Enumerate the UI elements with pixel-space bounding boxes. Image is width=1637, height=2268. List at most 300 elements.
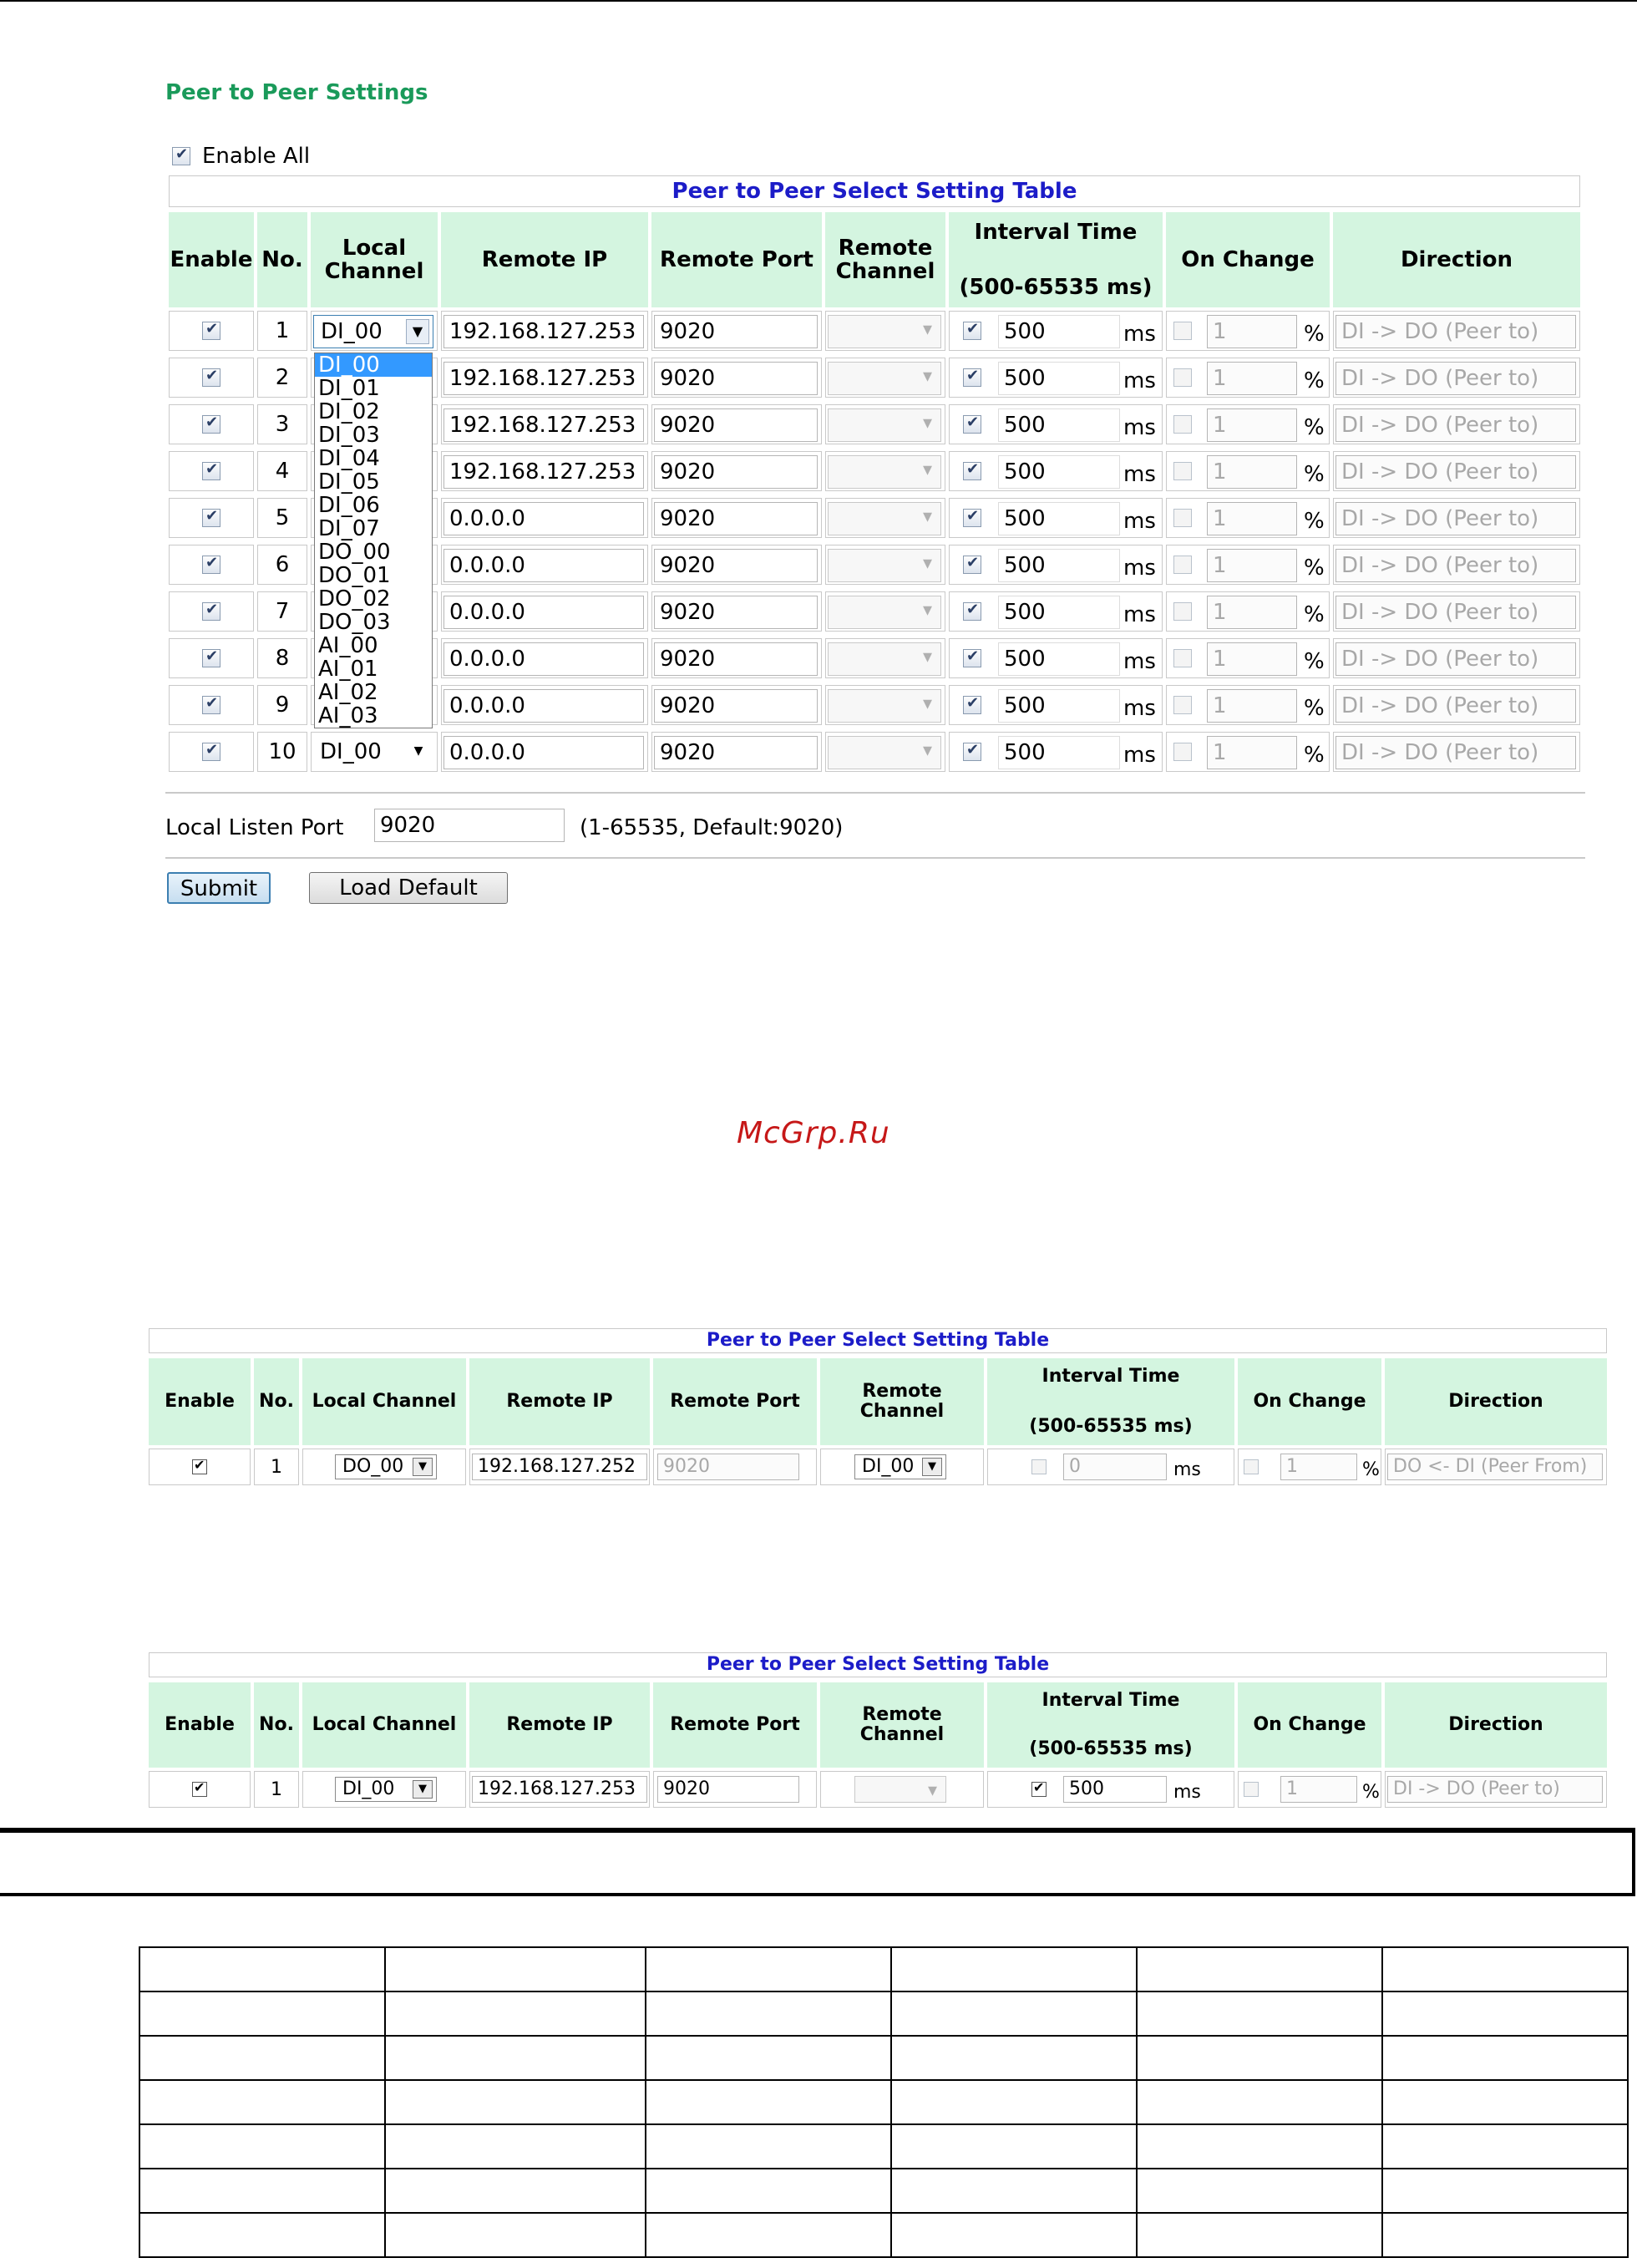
percent-unit: % xyxy=(1304,462,1325,487)
remote-ip-input[interactable]: 0.0.0.0 xyxy=(443,549,644,582)
remote-port-cell xyxy=(651,404,822,444)
ms-unit: ms xyxy=(1123,322,1156,347)
page-top-rule xyxy=(0,0,1637,2)
header-interval-time xyxy=(987,1358,1234,1445)
remote-channel-cell xyxy=(825,732,945,772)
dropdown-option[interactable]: AI_00 xyxy=(318,633,378,658)
header-interval-time xyxy=(949,212,1163,307)
remote-channel-cell xyxy=(825,358,945,398)
remote-channel-select[interactable] xyxy=(828,549,941,582)
remote-ip-input[interactable]: 192.168.127.253 xyxy=(443,408,644,442)
direction-input: DI -> DO (Peer to) xyxy=(1335,549,1576,582)
dropdown-option[interactable]: DO_00 xyxy=(318,540,391,565)
empty-table-cell xyxy=(1382,2169,1628,2213)
percent-unit: % xyxy=(1362,1782,1380,1803)
header-no: No. xyxy=(254,1682,299,1768)
empty-table-cell xyxy=(646,2213,891,2257)
remote-port-input[interactable]: 9020 xyxy=(654,596,818,629)
empty-table-cell xyxy=(1137,1947,1382,1991)
interval-cell xyxy=(987,1771,1234,1808)
remote-ip-cell xyxy=(441,451,648,491)
remote-ip-input[interactable]: 192.168.127.253 xyxy=(472,1776,647,1803)
empty-table-cell xyxy=(1382,2080,1628,2124)
row-enable-checkbox[interactable] xyxy=(192,1782,207,1797)
remote-ip-input[interactable]: 192.168.127.253 xyxy=(443,455,644,489)
table-caption: Peer to Peer Select Setting Table xyxy=(149,1652,1607,1677)
chevron-down-icon: ▼ xyxy=(413,1458,433,1476)
row-enable-checkbox[interactable] xyxy=(202,602,220,621)
on-change-input[interactable]: 1 xyxy=(1207,736,1297,769)
on-change-input[interactable]: 1 xyxy=(1280,1454,1357,1480)
empty-table-cell xyxy=(385,1991,646,2036)
remote-ip-cell xyxy=(441,404,648,444)
remote-channel-cell xyxy=(820,1449,984,1485)
dropdown-option[interactable]: AI_03 xyxy=(318,703,378,728)
header-direction: Direction xyxy=(1385,1682,1607,1768)
remote-port-input[interactable]: 9020 xyxy=(654,642,818,676)
empty-table-cell xyxy=(1137,2036,1382,2080)
direction-input: DI -> DO (Peer to) xyxy=(1335,362,1576,395)
on-change-cell xyxy=(1166,638,1330,678)
enable-cell xyxy=(169,591,254,632)
direction-input: DO <- DI (Peer From) xyxy=(1387,1454,1603,1480)
on-change-input[interactable]: 1 xyxy=(1280,1776,1357,1803)
on-change-input[interactable]: 1 xyxy=(1207,455,1297,489)
remote-ip-input[interactable]: 192.168.127.253 xyxy=(443,315,644,348)
remote-channel-select[interactable] xyxy=(828,736,941,769)
direction-cell xyxy=(1333,358,1580,398)
remote-channel-cell xyxy=(820,1771,984,1808)
remote-ip-input[interactable]: 0.0.0.0 xyxy=(443,689,644,723)
load-default-button[interactable]: Load Default xyxy=(309,872,508,904)
direction-cell xyxy=(1333,311,1580,351)
remote-ip-cell xyxy=(441,685,648,725)
chevron-down-icon: ▼ xyxy=(413,744,423,758)
interval-checkbox[interactable] xyxy=(963,696,981,714)
local-channel-select[interactable] xyxy=(335,1777,437,1802)
on-change-cell xyxy=(1166,591,1330,632)
ms-unit: ms xyxy=(1123,743,1156,768)
row-number: 4 xyxy=(257,451,307,491)
enable-all-option[interactable] xyxy=(172,144,310,169)
row-number: 8 xyxy=(257,638,307,678)
dropdown-option[interactable]: DI_01 xyxy=(318,376,380,401)
enable-cell xyxy=(169,404,254,444)
interval-range-label: (500-65535 ms) xyxy=(959,275,1153,300)
empty-table-cell xyxy=(1137,1991,1382,2036)
interval-cell xyxy=(949,311,1163,351)
interval-input[interactable]: 500 xyxy=(998,502,1120,535)
header-remote-port: Remote Port xyxy=(651,212,822,307)
interval-checkbox[interactable] xyxy=(963,368,981,387)
direction-cell xyxy=(1333,451,1580,491)
row-enable-checkbox[interactable] xyxy=(202,415,220,434)
remote-channel-select[interactable] xyxy=(854,1454,946,1479)
remote-channel-select[interactable] xyxy=(828,502,941,535)
on-change-checkbox[interactable] xyxy=(1173,368,1192,387)
direction-cell xyxy=(1333,732,1580,772)
on-change-checkbox[interactable] xyxy=(1244,1459,1259,1474)
empty-table-row xyxy=(139,2036,1628,2080)
header-remote-port: Remote Port xyxy=(653,1682,817,1768)
percent-unit: % xyxy=(1362,1459,1380,1480)
remote-port-input[interactable]: 9020 xyxy=(654,549,818,582)
remote-port-cell xyxy=(651,685,822,725)
empty-table-cell xyxy=(1382,2124,1628,2169)
interval-input[interactable]: 500 xyxy=(998,549,1120,582)
on-change-input[interactable]: 1 xyxy=(1207,689,1297,723)
interval-input[interactable]: 500 xyxy=(998,315,1120,348)
row-enable-checkbox[interactable] xyxy=(202,696,220,714)
direction-input: DI -> DO (Peer to) xyxy=(1335,736,1576,769)
percent-unit: % xyxy=(1304,509,1325,534)
direction-input: DI -> DO (Peer to) xyxy=(1335,502,1576,535)
dropdown-option[interactable]: DO_02 xyxy=(318,586,391,611)
remote-port-input[interactable]: 9020 xyxy=(654,455,818,489)
direction-input: DI -> DO (Peer to) xyxy=(1335,408,1576,442)
ms-unit: ms xyxy=(1123,462,1156,487)
direction-cell xyxy=(1333,404,1580,444)
empty-table-cell xyxy=(646,2124,891,2169)
row-enable-checkbox[interactable] xyxy=(202,556,220,574)
interval-checkbox[interactable] xyxy=(1031,1782,1047,1797)
header-remote-ip: Remote IP xyxy=(469,1682,650,1768)
empty-table-cell xyxy=(646,2080,891,2124)
bordered-banner xyxy=(0,1829,1635,1896)
percent-unit: % xyxy=(1304,556,1325,581)
enable-all-label: Enable All xyxy=(202,144,311,169)
direction-cell xyxy=(1333,685,1580,725)
remote-ip-cell xyxy=(441,638,648,678)
remote-channel-select[interactable] xyxy=(828,362,941,395)
interval-input[interactable]: 500 xyxy=(998,596,1120,629)
interval-checkbox[interactable] xyxy=(963,462,981,480)
remote-ip-input[interactable]: 192.168.127.252 xyxy=(472,1454,647,1480)
empty-table-row xyxy=(139,1991,1628,2036)
interval-input[interactable]: 500 xyxy=(998,455,1120,489)
empty-table-cell xyxy=(139,1947,385,1991)
empty-table-cell xyxy=(385,2213,646,2257)
header-no: No. xyxy=(254,1358,299,1445)
on-change-input[interactable]: 1 xyxy=(1207,315,1297,348)
empty-table-row xyxy=(139,2169,1628,2213)
header-direction: Direction xyxy=(1385,1358,1607,1445)
local-channel-select[interactable] xyxy=(335,1454,437,1479)
local-channel-dropdown-list[interactable] xyxy=(314,353,433,728)
remote-ip-input[interactable]: 0.0.0.0 xyxy=(443,502,644,535)
empty-table-cell xyxy=(385,2080,646,2124)
listen-port-label: Local Listen Port xyxy=(165,815,344,840)
header-remote-ip: Remote IP xyxy=(469,1358,650,1445)
ms-unit: ms xyxy=(1123,368,1156,393)
table-caption: Peer to Peer Select Setting Table xyxy=(149,1328,1607,1353)
remote-ip-input[interactable]: 192.168.127.253 xyxy=(443,362,644,395)
remote-ip-input[interactable]: 0.0.0.0 xyxy=(443,736,644,769)
remote-ip-cell xyxy=(441,591,648,632)
remote-port-input[interactable]: 9020 xyxy=(654,689,818,723)
remote-ip-cell xyxy=(469,1771,650,1808)
percent-unit: % xyxy=(1304,602,1325,627)
on-change-input[interactable]: 1 xyxy=(1207,502,1297,535)
remote-channel-value: DI_00 xyxy=(862,1456,915,1477)
remote-port-cell xyxy=(651,638,822,678)
dropdown-option[interactable]: DI_00 xyxy=(315,353,432,377)
percent-unit: % xyxy=(1304,415,1325,440)
empty-table-cell xyxy=(891,2169,1137,2213)
local-channel-select[interactable] xyxy=(313,315,433,348)
remote-channel-cell xyxy=(825,638,945,678)
header-interval-time xyxy=(987,1682,1234,1768)
p2p-table-peer-from xyxy=(149,1328,1607,1489)
local-channel-cell xyxy=(302,1771,466,1808)
percent-unit: % xyxy=(1304,322,1325,347)
empty-table-cell xyxy=(1137,2169,1382,2213)
on-change-checkbox[interactable] xyxy=(1173,602,1192,621)
empty-table-cell xyxy=(891,1947,1137,1991)
remote-ip-input[interactable]: 0.0.0.0 xyxy=(443,596,644,629)
dropdown-option[interactable]: AI_01 xyxy=(318,657,378,682)
direction-input: DI -> DO (Peer to) xyxy=(1335,455,1576,489)
empty-table-cell xyxy=(139,2080,385,2124)
interval-checkbox[interactable] xyxy=(963,602,981,621)
remote-channel-cell xyxy=(825,498,945,538)
table-row xyxy=(169,311,1580,354)
header-remote-channel: Remote Channel xyxy=(820,1358,984,1445)
on-change-input[interactable]: 1 xyxy=(1207,596,1297,629)
dropdown-option[interactable]: DI_05 xyxy=(318,469,380,495)
chevron-down-icon: ▼ xyxy=(413,1780,433,1799)
interval-input[interactable]: 500 xyxy=(998,736,1120,769)
remote-port-input[interactable]: 9020 xyxy=(657,1776,799,1803)
on-change-checkbox[interactable] xyxy=(1244,1782,1259,1797)
remote-port-input[interactable]: 9020 xyxy=(657,1454,799,1480)
on-change-checkbox[interactable] xyxy=(1173,462,1192,480)
ms-unit: ms xyxy=(1123,556,1156,581)
row-number: 10 xyxy=(257,732,307,772)
interval-checkbox[interactable] xyxy=(963,322,981,340)
on-change-input[interactable]: 1 xyxy=(1207,642,1297,676)
interval-time-label: Interval Time xyxy=(1041,1366,1180,1387)
remote-port-input[interactable]: 9020 xyxy=(654,736,818,769)
empty-table-cell xyxy=(1137,2080,1382,2124)
on-change-checkbox[interactable] xyxy=(1173,322,1192,340)
remote-port-cell xyxy=(653,1771,817,1808)
empty-table-cell xyxy=(1137,2213,1382,2257)
remote-channel-select[interactable] xyxy=(828,408,941,442)
chevron-down-icon: ▼ xyxy=(406,319,429,344)
interval-checkbox[interactable] xyxy=(963,743,981,761)
empty-table-cell xyxy=(1382,2036,1628,2080)
remote-port-input[interactable]: 9020 xyxy=(654,408,818,442)
empty-table-cell xyxy=(139,2213,385,2257)
remote-channel-select[interactable] xyxy=(828,642,941,676)
table-caption: Peer to Peer Select Setting Table xyxy=(169,175,1580,207)
p2p-table-peer-to xyxy=(149,1652,1607,1813)
row-enable-checkbox[interactable] xyxy=(202,462,220,480)
dropdown-option[interactable]: DO_03 xyxy=(318,610,391,635)
on-change-checkbox[interactable] xyxy=(1173,556,1192,574)
dropdown-option[interactable]: DI_07 xyxy=(318,516,380,541)
on-change-cell xyxy=(1166,685,1330,725)
remote-ip-input[interactable]: 0.0.0.0 xyxy=(443,642,644,676)
remote-ip-cell xyxy=(441,498,648,538)
interval-input[interactable]: 500 xyxy=(1063,1776,1167,1803)
chevron-down-icon: ▼ xyxy=(922,1458,942,1476)
row-enable-checkbox[interactable] xyxy=(202,509,220,527)
interval-checkbox[interactable] xyxy=(963,509,981,527)
on-change-checkbox[interactable] xyxy=(1173,743,1192,761)
on-change-input[interactable]: 1 xyxy=(1207,408,1297,442)
remote-channel-cell xyxy=(825,311,945,351)
row-number: 2 xyxy=(257,358,307,398)
header-local-channel: Local Channel xyxy=(311,212,438,307)
row-enable-checkbox[interactable] xyxy=(192,1459,207,1474)
enable-cell xyxy=(169,545,254,585)
interval-cell xyxy=(987,1449,1234,1485)
header-enable: Enable xyxy=(169,212,254,307)
dropdown-option[interactable]: AI_02 xyxy=(318,680,378,705)
header-remote-channel: Remote Channel xyxy=(820,1682,984,1768)
dropdown-option[interactable]: DI_02 xyxy=(318,399,380,424)
percent-unit: % xyxy=(1304,743,1325,768)
direction-input: DI -> DO (Peer to) xyxy=(1335,642,1576,676)
row-enable-checkbox[interactable] xyxy=(202,368,220,387)
interval-cell xyxy=(949,451,1163,491)
direction-cell xyxy=(1333,498,1580,538)
remote-port-cell xyxy=(653,1449,817,1485)
on-change-cell xyxy=(1238,1771,1381,1808)
local-channel-value: DI_00 xyxy=(342,1778,395,1799)
dropdown-option[interactable]: DI_03 xyxy=(318,423,380,448)
remote-channel-select[interactable] xyxy=(828,596,941,629)
remote-port-input[interactable]: 9020 xyxy=(654,315,818,348)
enable-cell xyxy=(169,498,254,538)
header-enable: Enable xyxy=(149,1682,251,1768)
header-on-change: On Change xyxy=(1238,1682,1381,1768)
direction-cell xyxy=(1333,591,1580,632)
empty-table-cell xyxy=(385,2169,646,2213)
local-channel-value: DI_00 xyxy=(320,739,382,764)
enable-cell xyxy=(169,685,254,725)
table-row xyxy=(169,732,1580,775)
interval-input[interactable]: 500 xyxy=(998,408,1120,442)
listen-port-input[interactable]: 9020 xyxy=(374,809,565,842)
empty-table-cell xyxy=(139,2169,385,2213)
ms-unit: ms xyxy=(1123,509,1156,534)
row-enable-checkbox[interactable] xyxy=(202,743,220,761)
row-enable-checkbox[interactable] xyxy=(202,322,220,340)
direction-input: DI -> DO (Peer to) xyxy=(1335,689,1576,723)
header-enable: Enable xyxy=(149,1358,251,1445)
on-change-cell xyxy=(1166,498,1330,538)
remote-channel-select[interactable] xyxy=(828,689,941,723)
empty-table xyxy=(139,1946,1629,2258)
remote-channel-select[interactable] xyxy=(828,315,941,348)
watermark: McGrp.Ru xyxy=(737,1116,890,1150)
local-channel-cell xyxy=(302,1449,466,1485)
interval-cell xyxy=(949,358,1163,398)
dropdown-option[interactable]: DI_04 xyxy=(318,446,380,471)
remote-channel-select[interactable] xyxy=(854,1776,946,1803)
ms-unit: ms xyxy=(1123,696,1156,721)
on-change-cell xyxy=(1166,311,1330,351)
direction-cell xyxy=(1333,545,1580,585)
remote-channel-cell xyxy=(825,404,945,444)
local-channel-select[interactable] xyxy=(313,736,433,769)
enable-all-checkbox[interactable] xyxy=(172,147,190,165)
percent-unit: % xyxy=(1304,696,1325,721)
empty-table-cell xyxy=(646,2036,891,2080)
remote-ip-cell xyxy=(441,545,648,585)
interval-checkbox[interactable] xyxy=(963,649,981,667)
interval-time-label: Interval Time xyxy=(974,220,1138,245)
remote-port-cell xyxy=(651,311,822,351)
dropdown-option[interactable]: DO_01 xyxy=(318,563,391,588)
ms-unit: ms xyxy=(1123,649,1156,674)
remote-port-cell xyxy=(651,732,822,772)
interval-cell xyxy=(949,404,1163,444)
enable-cell xyxy=(169,451,254,491)
on-change-input[interactable]: 1 xyxy=(1207,362,1297,395)
empty-table-cell xyxy=(646,2169,891,2213)
remote-channel-select[interactable] xyxy=(828,455,941,489)
enable-cell xyxy=(169,638,254,678)
empty-table-cell xyxy=(1382,1991,1628,2036)
on-change-cell xyxy=(1238,1449,1381,1485)
row-enable-checkbox[interactable] xyxy=(202,649,220,667)
on-change-checkbox[interactable] xyxy=(1173,696,1192,714)
row-number: 1 xyxy=(254,1449,299,1485)
on-change-checkbox[interactable] xyxy=(1173,415,1192,434)
remote-channel-cell xyxy=(825,591,945,632)
empty-table-cell xyxy=(891,2036,1137,2080)
ms-unit: ms xyxy=(1173,1782,1201,1803)
interval-range-label: (500-65535 ms) xyxy=(1029,1416,1193,1437)
header-local-channel: Local Channel xyxy=(302,1682,466,1768)
interval-cell xyxy=(949,685,1163,725)
page-title: Peer to Peer Settings xyxy=(165,80,428,105)
interval-input[interactable]: 500 xyxy=(998,362,1120,395)
submit-button[interactable]: Submit xyxy=(167,872,271,904)
on-change-checkbox[interactable] xyxy=(1173,509,1192,527)
remote-port-input[interactable]: 9020 xyxy=(654,502,818,535)
empty-table-cell xyxy=(646,1947,891,1991)
local-channel-value: DO_00 xyxy=(342,1456,404,1477)
on-change-input[interactable]: 1 xyxy=(1207,549,1297,582)
remote-port-input[interactable]: 9020 xyxy=(654,362,818,395)
interval-cell xyxy=(949,545,1163,585)
row-number: 7 xyxy=(257,591,307,632)
interval-input[interactable]: 500 xyxy=(998,642,1120,676)
on-change-checkbox[interactable] xyxy=(1173,649,1192,667)
interval-checkbox[interactable] xyxy=(963,415,981,434)
direction-input: DI -> DO (Peer to) xyxy=(1335,315,1576,348)
dropdown-option[interactable]: DI_06 xyxy=(318,493,380,518)
listen-port-hint: (1-65535, Default:9020) xyxy=(580,815,844,840)
ms-unit: ms xyxy=(1123,415,1156,440)
percent-unit: % xyxy=(1304,368,1325,393)
empty-table-cell xyxy=(1137,2124,1382,2169)
empty-table-cell xyxy=(1382,2213,1628,2257)
row-number: 6 xyxy=(257,545,307,585)
interval-checkbox[interactable] xyxy=(1031,1459,1047,1474)
remote-ip-cell xyxy=(441,311,648,351)
interval-checkbox[interactable] xyxy=(963,556,981,574)
row-number: 5 xyxy=(257,498,307,538)
header-local-channel: Local Channel xyxy=(302,1358,466,1445)
interval-input[interactable]: 500 xyxy=(998,689,1120,723)
interval-input[interactable]: 0 xyxy=(1063,1454,1167,1480)
